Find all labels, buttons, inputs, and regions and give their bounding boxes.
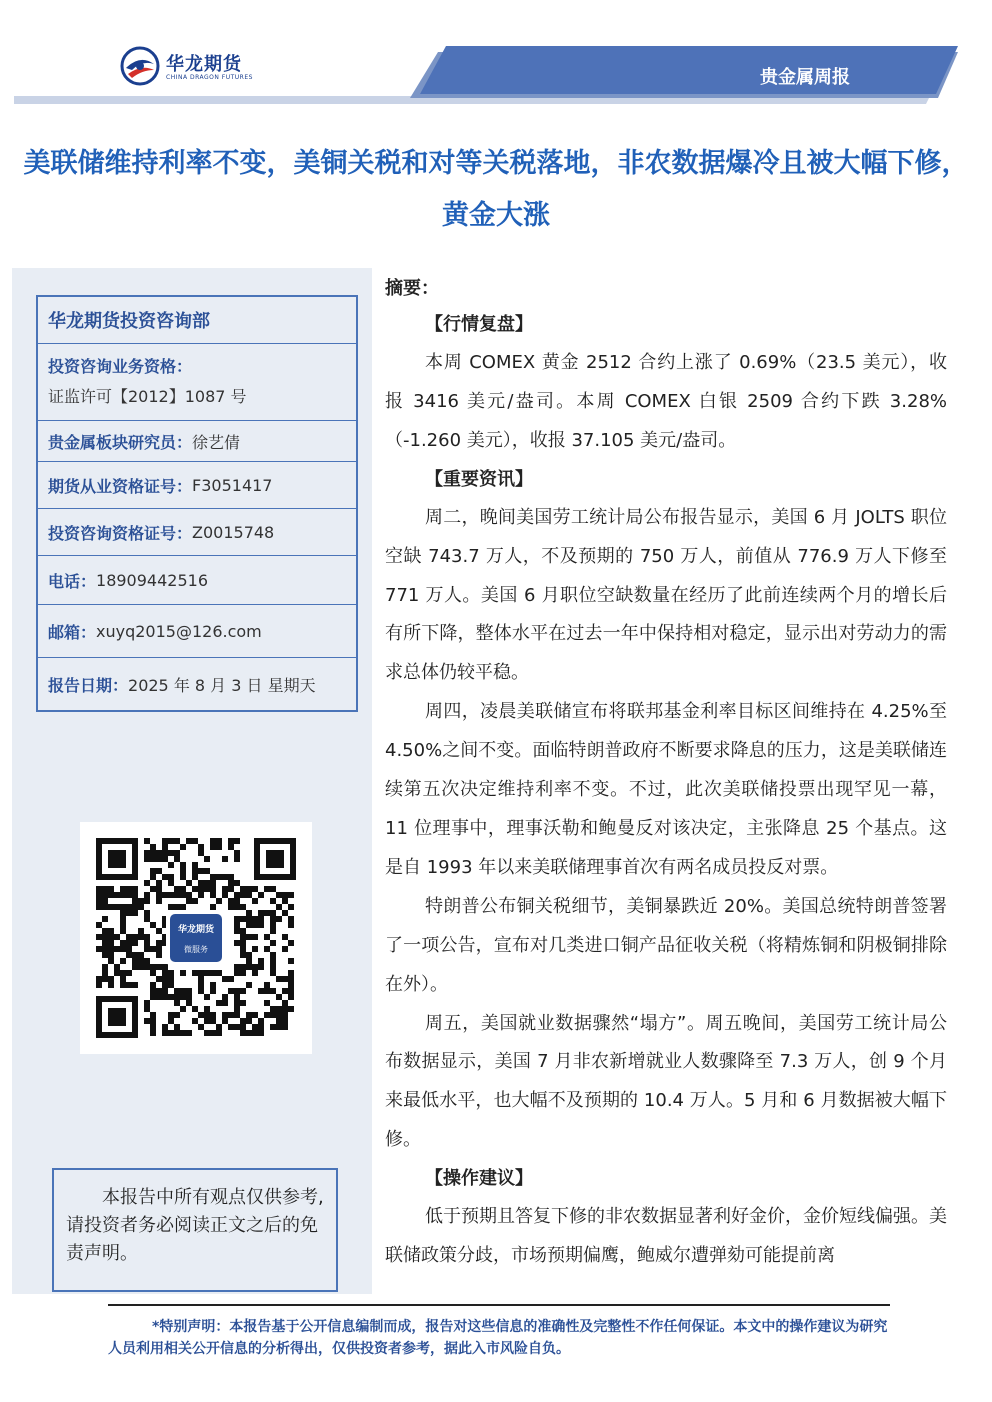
qr-badge-top: 华龙期货 bbox=[177, 925, 215, 935]
report-header bbox=[0, 0, 992, 110]
qualification-label: 投资咨询业务资格： bbox=[48, 357, 193, 376]
section-key-news: 【重要资讯】 bbox=[425, 468, 533, 490]
report-type-label: 贵金属周报 bbox=[760, 67, 850, 88]
qr-code-image bbox=[80, 822, 312, 1054]
phone-row bbox=[38, 556, 356, 605]
email-value: xuyq2015@126.com bbox=[96, 621, 262, 641]
report-date-value: 2025 年 8 月 3 日 星期天 bbox=[128, 675, 316, 695]
footer-divider bbox=[108, 1304, 890, 1306]
advisory-cert-label: 投资咨询资格证号： bbox=[48, 523, 193, 543]
researcher-row bbox=[38, 421, 356, 462]
section-market-review: 【行情复盘】 bbox=[425, 314, 533, 335]
advisory-cert-row bbox=[38, 509, 356, 556]
futures-cert-row bbox=[38, 462, 356, 509]
footer-statement: *特别声明：本报告基于公开信息编制而成，报告对这些信息的准确性及完整性不作任何保证。本文中的操作建议为研究人员利用相关公开信息的分析得出，仅供投资者参考，据此入市风险自负。 bbox=[108, 1319, 888, 1357]
report-title: 美联储维持利率不变，美铜关税和对等关税落地，非农数据爆冷且被大幅下修，黄金大涨 bbox=[23, 148, 969, 231]
researcher-label: 贵金属板块研究员： bbox=[48, 432, 193, 452]
qualification-row bbox=[38, 344, 356, 421]
department-name: 华龙期货投资咨询部 bbox=[38, 297, 356, 344]
paragraph-copper-tariff: 特朗普公布铜关税细节，美铜暴跌近 20%。美国总统特朗普签署了一项公告，宣布对几类进口铜产品征收关税（将精炼铜和阴极铜排除在外）。 bbox=[385, 895, 947, 995]
section-trading-advice: 【操作建议】 bbox=[425, 1168, 533, 1190]
email-label: 邮箱： bbox=[48, 622, 97, 642]
paragraph-jolts: 周二，晚间美国劳工统计局公布报告显示，美国 6 月 JOLTS 职位空缺 743.7 万人，不及预期的 750 万人，前值从 776.9 万人下修至 771 万人。美国 6 月职位空缺数量在经历了此前连续两个月的增长后有所下降，整体水平在过去一年中保持相对稳定，显示出对劳动力的需求总体仍较平稳。 bbox=[385, 506, 947, 684]
paragraph-advice: 低于预期且答复下修的非农数据显著利好金价，金价短线偏强。美联储政策分歧，市场预期偏鹰，鲍威尔遭弹劾可能提前离 bbox=[385, 1206, 947, 1267]
report-date-row bbox=[38, 658, 356, 710]
futures-cert-label: 期货从业资格证号： bbox=[48, 476, 193, 496]
report-date-label: 报告日期： bbox=[48, 675, 129, 695]
disclaimer-text: 本报告中所有观点仅供参考,请投资者务必阅读正文之后的免责声明。 bbox=[66, 1187, 324, 1264]
abstract-label: 摘要： bbox=[385, 278, 439, 299]
researcher-value: 徐艺倩 bbox=[192, 432, 241, 452]
futures-cert-value: F3051417 bbox=[192, 475, 273, 495]
paragraph-nonfarm: 周五，美国就业数据骤然“塌方”。周五晚间，美国劳工统计局公布数据显示，美国 7 月非农新增就业人数骤降至 7.3 万人，创 9 个月来最低水平，也大幅不及预期的 10.4 万人。5 月和 6 月数据被大幅下修。 bbox=[385, 1012, 947, 1151]
brand-name-cn: 华龙期货 bbox=[166, 54, 242, 75]
report-body bbox=[385, 274, 947, 1294]
sidebar-disclaimer bbox=[52, 1168, 338, 1292]
qualification-value: 证监许可【2012】1087 号 bbox=[48, 387, 247, 406]
paragraph-market-review: 本周 COMEX 黄金 2512 合约上涨了 0.69%（23.5 美元），收报 3416 美元/盎司。本周 COMEX 白银 2509 合约下跌 3.28%（-1.260 美元），收报 37.105 美元/盎司。 bbox=[385, 352, 947, 451]
company-logo-icon bbox=[120, 46, 160, 86]
phone-value: 18909442516 bbox=[96, 570, 208, 590]
phone-label: 电话： bbox=[48, 571, 97, 591]
qr-badge-bottom: 微服务 bbox=[184, 945, 208, 954]
brand-name-en: CHINA DRAGON FUTURES bbox=[166, 74, 253, 81]
advisory-cert-value: Z0015748 bbox=[192, 522, 275, 542]
paragraph-fed: 周四，凌晨美联储宣布将联邦基金利率目标区间维持在 4.25%至 4.50%之间不变。面临特朗普政府不断要求降息的压力，这是美联储连续第五次决定维持利率不变。不过，此次美联储投票出现罕见一幕，11 位理事中，理事沃勒和鲍曼反对该决定，主张降息 25 个基点。这是自 1993 年以来美联储理事首次有两名成员投反对票。 bbox=[385, 701, 947, 878]
analyst-info-box bbox=[36, 295, 358, 712]
email-row bbox=[38, 605, 356, 658]
